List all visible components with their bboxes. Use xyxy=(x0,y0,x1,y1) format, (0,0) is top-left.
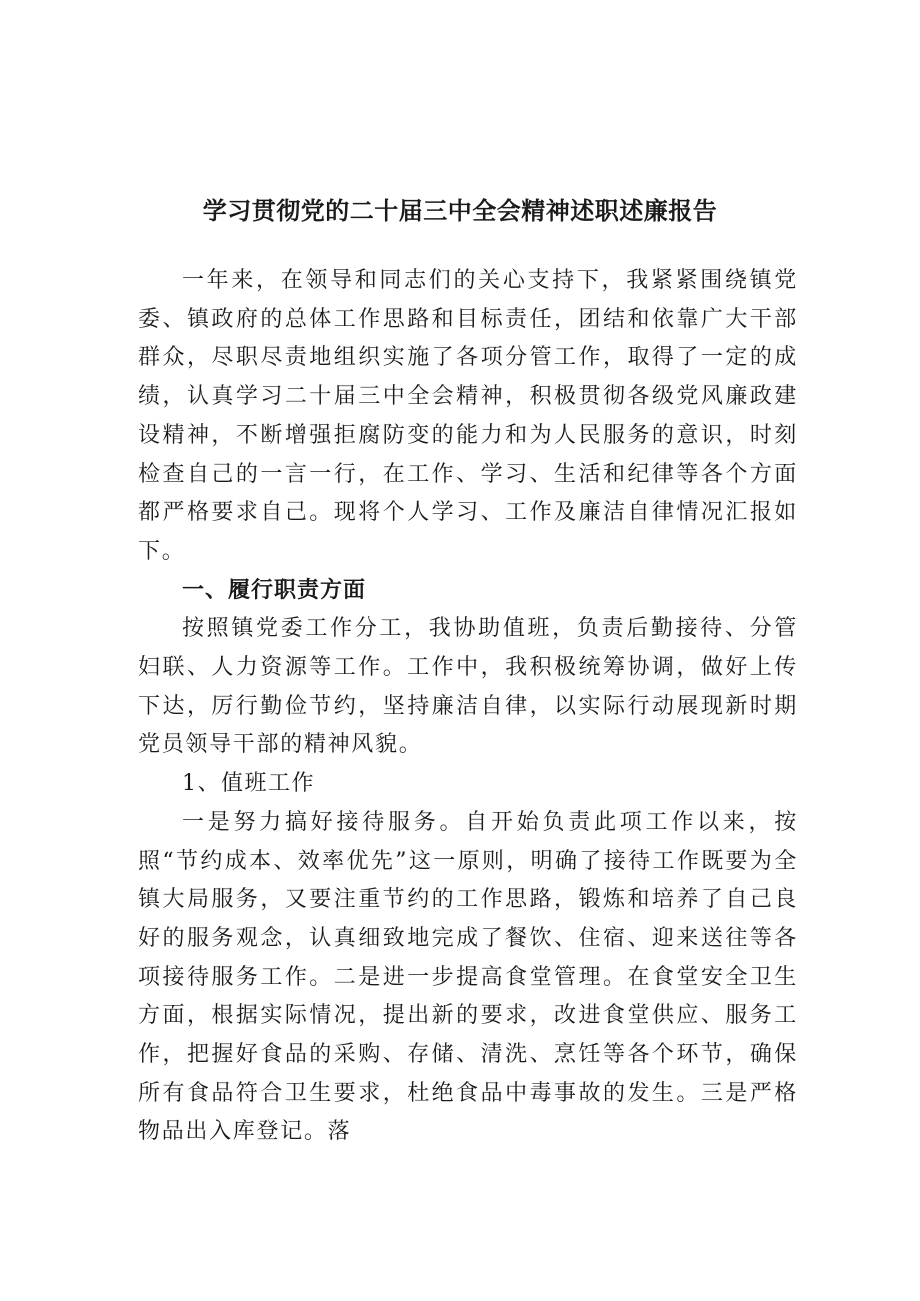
document-title: 学习贯彻党的二十届三中全会精神述职述廉报告 xyxy=(202,197,718,226)
section-heading: 一、履行职责方面 xyxy=(182,577,367,603)
intro-paragraph: 一年来，在领导和同志们的关心支持下，我紧紧围绕镇党委、镇政府的总体工作思路和目标责任，团结和依靠广大干部群众，尽职尽责地组织实施了各项分管工作，取得了一定的成绩，认真学习二十届三中全会精神，积极贯彻各级党风廉政建设精神，不断增强拒腐防变的能力和为人民服务的意识，时刻检查自己的一言一行，在工作、学习、生活和纪律等各个方面都严格要求自己。现将个人学习、工作及廉洁自律情况汇报如下。 xyxy=(138,268,798,564)
subsection-paragraph: 一是努力搞好接待服务。自开始负责此项工作以来，按照“节约成本、效率优先”这一原则，明确了接待工作既要为全镇大局服务，又要注重节约的工作思路，锻炼和培养了自己良好的服务观念，认真细致地完成了餐饮、住宿、迎来送往等各项接待服务工作。二是进一步提高食堂管理。在食堂安全卫生方面，根据实际情况，提出新的要求，改进食堂供应、服务工作，把握好食品的采购、存储、清洗、烹饪等各个环节，确保所有食品符合卫生要求，杜绝食品中毒事故的发生。三是严格物品出入库登记。落 xyxy=(138,809,798,1145)
document-body xyxy=(138,262,798,1152)
subsection-heading: 1、值班工作 xyxy=(182,771,315,797)
section-paragraph: 按照镇党委工作分工，我协助值班，负责后勤接待、分管妇联、人力资源等工作。工作中，我积极统筹协调，做好上传下达，厉行勤俭节约，坚持廉洁自律，以实际行动展现新时期党员领导干部的精神风貌。 xyxy=(138,616,798,758)
